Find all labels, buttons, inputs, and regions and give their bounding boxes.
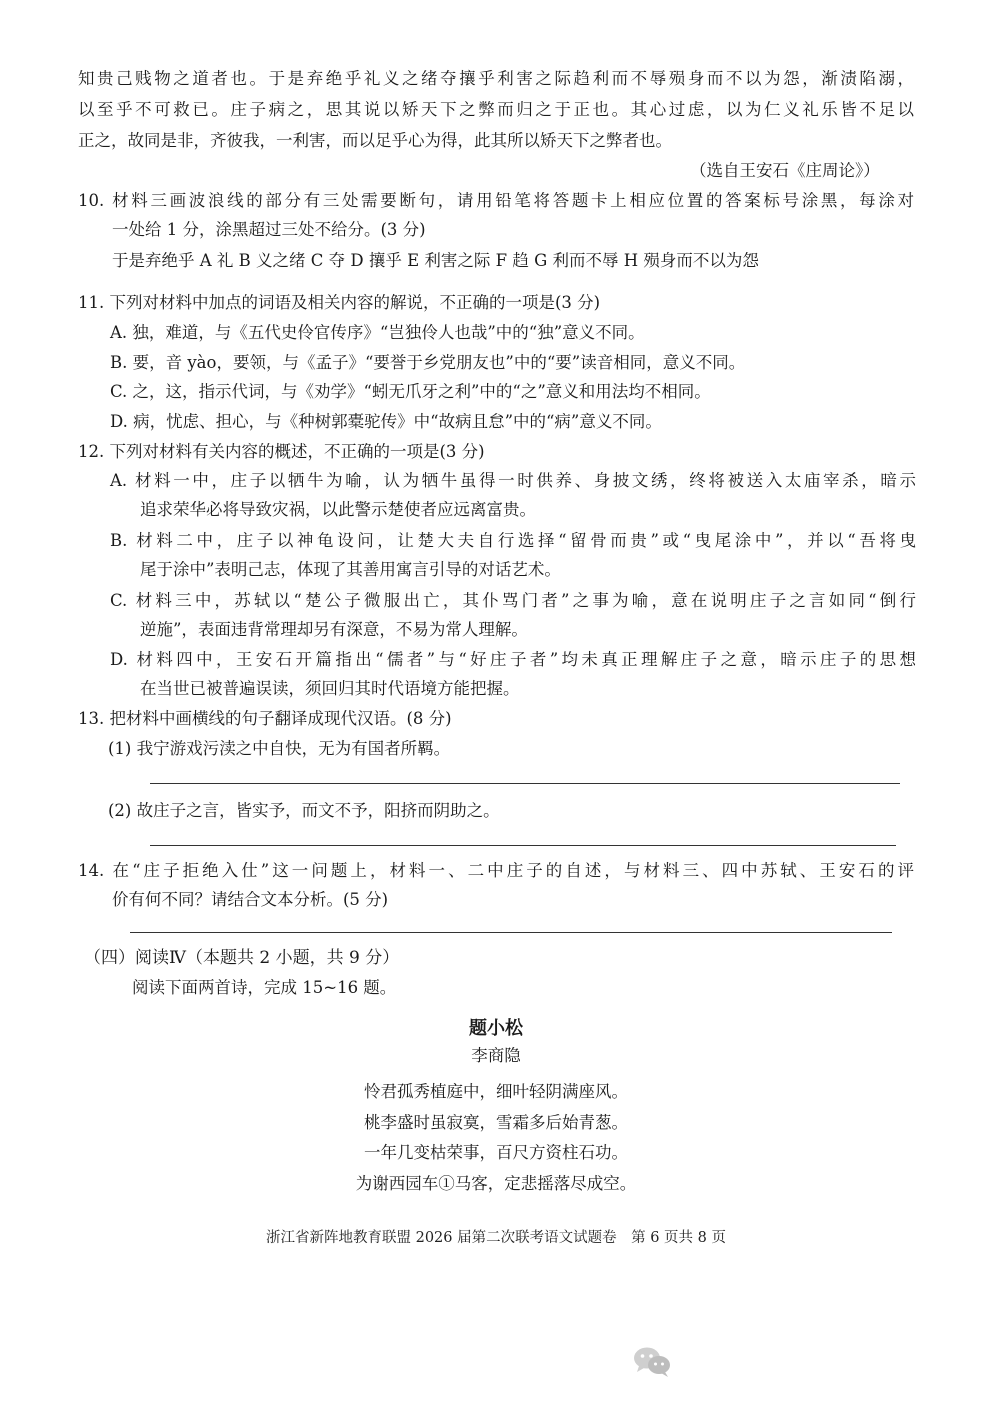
q13-stem: 13. 把材料中画横线的句子翻译成现代汉语。(8 分) <box>78 709 452 728</box>
q12-option-a-line1: A. 材料一中，庄子以牺牛为喻，认为牺牛虽得一时供养、身披文绣，终将被送入太庙宰杀，暗示 <box>110 471 916 490</box>
q11-stem: 11. 下列对材料中加点的词语及相关内容的解说，不正确的一项是(3 分) <box>78 293 601 312</box>
poem-line-1: 怜君孤秀植庭中，细叶轻阴满座风。 <box>364 1082 628 1101</box>
passage-line-3: 正之，故同是非，齐彼我，一利害，而以足乎心为得，此其所以矫天下之弊者也。 <box>78 131 672 150</box>
q12-option-c-line2: 逆施”，表面违背常理却另有深意，不易为常人理解。 <box>140 620 528 639</box>
q12-option-a-line2: 追求荣华必将导致灾祸，以此警示楚使者应远离富贵。 <box>140 500 536 519</box>
answer-line-3[interactable] <box>130 932 892 933</box>
q12-option-b-line2: 尾于涂中”表明己志，体现了其善用寓言引导的对话艺术。 <box>140 560 561 579</box>
wechat-icon <box>632 1344 672 1378</box>
q13-sentence-2: (2) 故庄子之言，皆实予，而文不予，阳挤而阴助之。 <box>108 801 500 820</box>
poem-line-2: 桃李盛时虽寂寞，雪霜多后始青葱。 <box>364 1113 628 1132</box>
q14-stem-line1: 14. 在“庄子拒绝入仕”这一问题上，材料一、二中庄子的自述，与材料三、四中苏轼、王安石的评 <box>78 861 914 880</box>
poem-line-4: 为谢西园车①马客，定悲摇落尽成空。 <box>355 1174 637 1193</box>
q13-sentence-1: (1) 我宁游戏污渎之中自快，无为有国者所羁。 <box>108 739 451 758</box>
q12-stem: 12. 下列对材料有关内容的概述，不正确的一项是(3 分) <box>78 442 485 461</box>
q14-stem-line2: 价有何不同？请结合文本分析。(5 分) <box>112 890 389 909</box>
section-intro: 阅读下面两首诗，完成 15~16 题。 <box>132 978 397 997</box>
q11-option-a: A. 独，难道，与《五代史伶官传序》“岂独伶人也哉”中的“独”意义不同。 <box>110 323 645 342</box>
q12-option-c-line1: C. 材料三中，苏轼以“楚公子微服出亡，其仆骂门者”之事为喻，意在说明庄子之言如同“倒行 <box>110 591 916 610</box>
page-footer: 浙江省新阵地教育联盟 2026 届第二次联考语文试题卷 第 6 页共 8 页 <box>265 1230 726 1246</box>
q10-stem-line2: 一处给 1 分，涂黑超过三处不给分。(3 分) <box>112 220 426 239</box>
q10-stem-line1: 10. 材料三画波浪线的部分有三处需要断句，请用铅笔将答题卡上相应位置的答案标号涂黑，每涂对 <box>78 191 914 210</box>
answer-line-1[interactable] <box>150 783 900 784</box>
q12-option-d-line2: 在当世已被普遍误读，须回归其时代语境方能把握。 <box>140 679 520 698</box>
q11-option-c: C. 之，这，指示代词，与《劝学》“蚓无爪牙之利”中的“之”意义和用法均不相同。 <box>110 382 711 401</box>
poem-title: 题小松 <box>469 1018 523 1039</box>
q10-options: 于是弃绝乎 A 礼 B 义之绪 C 夺 D 攘乎 E 利害之际 F 趋 G 利而不辱 H 殒身而不以为怨 <box>112 251 759 270</box>
poem-author: 李商隐 <box>471 1046 521 1065</box>
q12-option-d-line1: D. 材料四中，王安石开篇指出“儒者”与“好庄子者”均未真正理解庄子之意，暗示庄子的思想 <box>110 650 916 669</box>
answer-line-2[interactable] <box>150 845 896 846</box>
passage-line-1: 知贵己贱物之道者也。于是弃绝乎礼义之绪夺攘乎利害之际趋利而不辱殒身而不以为怨，渐渍陷溺， <box>78 69 914 88</box>
passage-line-2: 以至乎不可救已。庄子病之，思其说以矫天下之弊而归之于正也。其心过虑，以为仁义礼乐皆不足以 <box>78 100 914 119</box>
section-heading: （四）阅读Ⅳ（本题共 2 小题，共 9 分） <box>84 948 400 968</box>
passage-source: （选自王安石《庄周论》） <box>690 161 880 180</box>
q11-option-b: B. 要，音 yào，要领，与《孟子》“要誉于乡党朋友也”中的“要”读音相同，意义不同。 <box>110 353 746 372</box>
poem-line-3: 一年几变枯荣事，百尺方资柱石功。 <box>364 1143 628 1162</box>
q11-option-d: D. 病，忧虑、担心，与《种树郭橐驼传》中“故病且怠”中的“病”意义不同。 <box>110 412 662 431</box>
q12-option-b-line1: B. 材料二中，庄子以神龟设问，让楚大夫自行选择“留骨而贵”或“曳尾涂中”，并以“吾将曳 <box>110 531 916 550</box>
